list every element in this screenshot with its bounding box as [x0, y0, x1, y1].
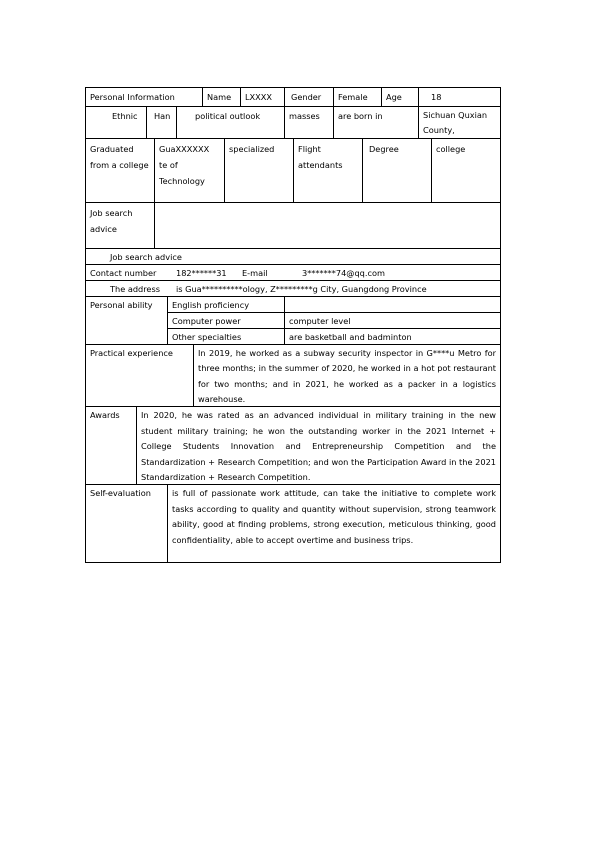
ability-computer-row	[168, 313, 500, 329]
row-self-evaluation	[85, 485, 501, 563]
gender-label: Gender	[284, 88, 333, 106]
specialized-label: specialized	[224, 139, 293, 202]
personal-info-label: Personal Information	[90, 92, 175, 102]
address-value: is Gua**********ology, Z*********g City, Guangdong Province	[176, 284, 427, 294]
email-value: 3*******74@qq.com	[302, 268, 385, 278]
college-value: GuaXXXXXX te of Technology	[154, 139, 224, 202]
other-specialties-value: are basketball and badminton	[284, 329, 500, 344]
row-practical-experience	[85, 345, 501, 407]
email-label: E-mail	[242, 268, 268, 278]
contact-number-label: Contact number	[90, 268, 157, 278]
practical-experience-text: In 2019, he worked as a subway security inspector in G****u Metro for three months; in the summer of 2020, he worked in a hot pot restaurant for two months; and in 2021, he worked as a packer in a logistics warehouse.	[193, 345, 500, 406]
age-value: 18	[418, 88, 500, 106]
computer-power-value: computer level	[284, 313, 500, 328]
born-in-value: Sichuan Quxian County,	[418, 107, 500, 138]
job-search-advice-label: Job search advice	[90, 208, 133, 234]
degree-value: college	[431, 139, 500, 202]
ability-other-row	[168, 329, 500, 344]
graduated-label: Graduated from a college	[90, 144, 149, 170]
specialized-value: Flight attendants	[293, 139, 362, 202]
row-education	[85, 139, 501, 203]
other-specialties-label: Other specialties	[172, 332, 242, 342]
political-outlook-label: political outlook	[176, 107, 284, 138]
gender-value: Female	[333, 88, 381, 106]
resume-form	[85, 87, 501, 563]
ethnic-label: Ethnic	[112, 111, 138, 121]
english-proficiency-label: English proficiency	[172, 300, 250, 310]
row-awards	[85, 407, 501, 485]
awards-text: In 2020, he was rated as an advanced individual in military training in the new student military training; he won the outstanding worker in the 2021 Internet + College Students Innovation and Entrepreneurship Competition and the Standardization + Research Competition; and won the Participation Award in the 2021 Standardization + Research Competition.	[136, 407, 500, 484]
row-job-search-advice-title	[85, 249, 501, 265]
contact-number-value: 182******31	[176, 268, 227, 278]
computer-power-label: Computer power	[172, 316, 241, 326]
job-search-advice-title: Job search advice	[110, 252, 182, 262]
address-label: The address	[110, 284, 160, 294]
political-outlook-value: masses	[284, 107, 333, 138]
age-label: Age	[381, 88, 418, 106]
name-value: LXXXX	[240, 88, 284, 106]
ability-english-row	[168, 297, 500, 313]
row-contact	[85, 265, 501, 281]
personal-ability-label: Personal ability	[90, 300, 153, 310]
ethnic-value: Han	[146, 107, 176, 138]
name-label: Name	[202, 88, 240, 106]
awards-label: Awards	[90, 410, 120, 420]
self-evaluation-label: Self-evaluation	[90, 488, 151, 498]
row-personal-info	[85, 87, 501, 107]
english-proficiency-value	[284, 297, 500, 312]
job-search-advice-value	[154, 203, 500, 248]
row-address	[85, 281, 501, 297]
row-ethnic	[85, 107, 501, 139]
row-personal-ability	[85, 297, 501, 345]
self-evaluation-text: is full of passionate work attitude, can take the initiative to complete work tasks according to quality and quantity without supervision, strong teamwork ability, good at finding problems, strong execution, meticulous thinking, good confidentiality, able to accept overtime and business trips.	[167, 485, 500, 562]
ability-subtable	[167, 297, 500, 344]
born-in-label: are born in	[333, 107, 418, 138]
degree-label: Degree	[362, 139, 431, 202]
practical-experience-label: Practical experience	[90, 348, 173, 358]
row-job-search-advice	[85, 203, 501, 249]
